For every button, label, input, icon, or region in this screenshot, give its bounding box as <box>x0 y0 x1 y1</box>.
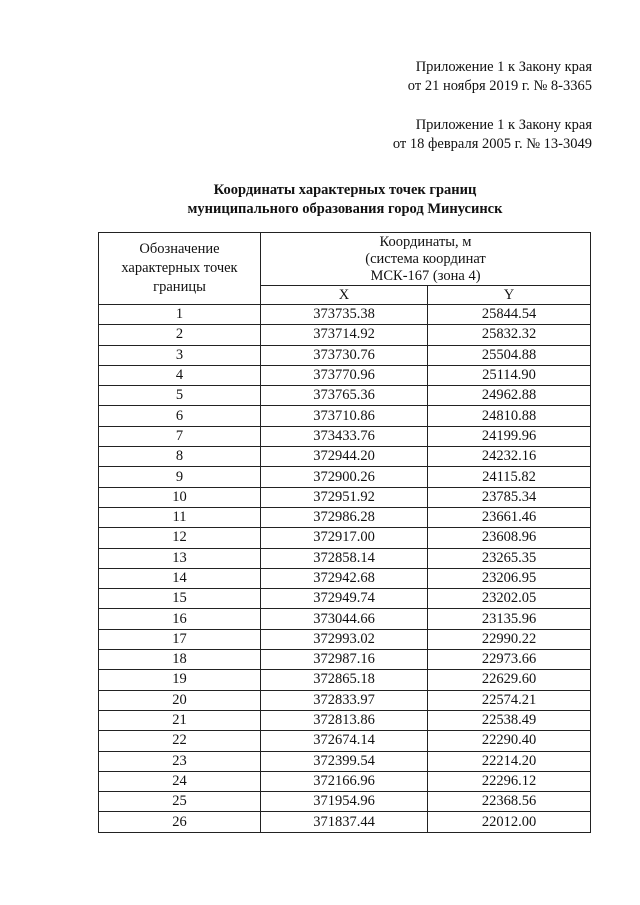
point-cell: 9 <box>99 467 261 487</box>
x-cell: 372942.68 <box>261 568 428 588</box>
point-cell: 19 <box>99 670 261 690</box>
table-row <box>99 731 591 751</box>
x-cell: 373730.76 <box>261 345 428 365</box>
point-cell: 7 <box>99 426 261 446</box>
point-cell: 10 <box>99 487 261 507</box>
x-cell: 372900.26 <box>261 467 428 487</box>
y-cell: 25832.32 <box>428 325 591 345</box>
x-cell: 372986.28 <box>261 507 428 527</box>
y-cell: 23661.46 <box>428 507 591 527</box>
point-cell: 15 <box>99 589 261 609</box>
x-cell: 373710.86 <box>261 406 428 426</box>
x-cell: 372166.96 <box>261 771 428 791</box>
point-cell: 4 <box>99 365 261 385</box>
x-cell: 373433.76 <box>261 426 428 446</box>
header-text: Обозначение <box>139 241 220 257</box>
table-row <box>99 629 591 649</box>
table-row <box>99 670 591 690</box>
amendment-line-1: Приложение 1 к Закону края <box>415 59 592 75</box>
point-cell: 12 <box>99 528 261 548</box>
x-cell: 372674.14 <box>261 731 428 751</box>
y-cell: 24199.96 <box>428 426 591 446</box>
y-cell: 22629.60 <box>428 670 591 690</box>
y-cell: 22538.49 <box>428 710 591 730</box>
x-cell: 372813.86 <box>261 710 428 730</box>
coordinates-table <box>98 232 591 833</box>
point-cell: 25 <box>99 792 261 812</box>
y-cell: 23135.96 <box>428 609 591 629</box>
table-row <box>99 812 591 832</box>
x-cell: 373714.92 <box>261 325 428 345</box>
point-cell: 16 <box>99 609 261 629</box>
table-row <box>99 305 591 325</box>
point-cell: 8 <box>99 447 261 467</box>
y-cell: 22368.56 <box>428 792 591 812</box>
point-cell: 26 <box>99 812 261 832</box>
y-cell: 24962.88 <box>428 386 591 406</box>
table-row <box>99 345 591 365</box>
point-designation-header <box>99 233 261 305</box>
original-line-1: Приложение 1 к Закону края <box>415 117 592 133</box>
title-line-2: муниципального образования город Минусинск <box>187 201 503 217</box>
table-row <box>99 710 591 730</box>
table-row <box>99 609 591 629</box>
table-row <box>99 589 591 609</box>
x-cell: 372944.20 <box>261 447 428 467</box>
point-cell: 5 <box>99 386 261 406</box>
original-reference <box>393 116 592 154</box>
x-cell: 372949.74 <box>261 589 428 609</box>
y-cell: 24115.82 <box>428 467 591 487</box>
table-row <box>99 386 591 406</box>
x-cell: 372865.18 <box>261 670 428 690</box>
y-cell: 23785.34 <box>428 487 591 507</box>
table-row <box>99 447 591 467</box>
x-cell: 373765.36 <box>261 386 428 406</box>
y-cell: 22012.00 <box>428 812 591 832</box>
point-cell: 3 <box>99 345 261 365</box>
y-cell: 22214.20 <box>428 751 591 771</box>
y-header: Y <box>428 286 591 305</box>
point-cell: 6 <box>99 406 261 426</box>
amendment-line-2: от 21 ноября 2019 г. № 8-3365 <box>407 78 592 94</box>
title-line-1: Координаты характерных точек границ <box>213 182 477 198</box>
table-row <box>99 406 591 426</box>
x-cell: 372993.02 <box>261 629 428 649</box>
header-text: Координаты, м <box>379 233 472 250</box>
header-text: характерных точек <box>121 260 238 276</box>
amendment-reference <box>408 58 592 96</box>
x-cell: 373044.66 <box>261 609 428 629</box>
y-cell: 23608.96 <box>428 528 591 548</box>
table-row <box>99 528 591 548</box>
x-cell: 373770.96 <box>261 365 428 385</box>
x-header: X <box>261 286 428 305</box>
header-text: МСК-167 (зона 4) <box>370 267 481 284</box>
y-cell: 22290.40 <box>428 731 591 751</box>
y-cell: 23265.35 <box>428 548 591 568</box>
coordinates-header <box>261 233 591 286</box>
point-cell: 22 <box>99 731 261 751</box>
original-line-2: от 18 февраля 2005 г. № 13-3049 <box>392 136 592 152</box>
point-cell: 1 <box>99 305 261 325</box>
table-row <box>99 426 591 446</box>
table-row <box>99 487 591 507</box>
table-row <box>99 467 591 487</box>
x-cell: 372917.00 <box>261 528 428 548</box>
y-cell: 22296.12 <box>428 771 591 791</box>
header-text: (система координат <box>365 250 486 267</box>
x-cell: 372951.92 <box>261 487 428 507</box>
point-cell: 13 <box>99 548 261 568</box>
table-row <box>99 751 591 771</box>
y-cell: 25504.88 <box>428 345 591 365</box>
table-row <box>99 771 591 791</box>
point-cell: 21 <box>99 710 261 730</box>
x-cell: 372399.54 <box>261 751 428 771</box>
table-row <box>99 507 591 527</box>
point-cell: 14 <box>99 568 261 588</box>
y-cell: 23206.95 <box>428 568 591 588</box>
table-row <box>99 650 591 670</box>
x-cell: 372833.97 <box>261 690 428 710</box>
document-title <box>0 181 640 219</box>
x-cell: 371954.96 <box>261 792 428 812</box>
point-cell: 18 <box>99 650 261 670</box>
table-row <box>99 792 591 812</box>
y-cell: 25114.90 <box>428 365 591 385</box>
point-cell: 23 <box>99 751 261 771</box>
y-cell: 22574.21 <box>428 690 591 710</box>
table-row <box>99 365 591 385</box>
header-text: границы <box>153 279 206 295</box>
y-cell: 24232.16 <box>428 447 591 467</box>
table-row <box>99 325 591 345</box>
y-cell: 22973.66 <box>428 650 591 670</box>
point-cell: 17 <box>99 629 261 649</box>
point-cell: 2 <box>99 325 261 345</box>
y-cell: 23202.05 <box>428 589 591 609</box>
y-cell: 25844.54 <box>428 305 591 325</box>
point-cell: 24 <box>99 771 261 791</box>
point-cell: 20 <box>99 690 261 710</box>
x-cell: 373735.38 <box>261 305 428 325</box>
y-cell: 24810.88 <box>428 406 591 426</box>
table-row <box>99 548 591 568</box>
x-cell: 372858.14 <box>261 548 428 568</box>
y-cell: 22990.22 <box>428 629 591 649</box>
table-row <box>99 690 591 710</box>
x-cell: 371837.44 <box>261 812 428 832</box>
point-cell: 11 <box>99 507 261 527</box>
table-row <box>99 568 591 588</box>
x-cell: 372987.16 <box>261 650 428 670</box>
